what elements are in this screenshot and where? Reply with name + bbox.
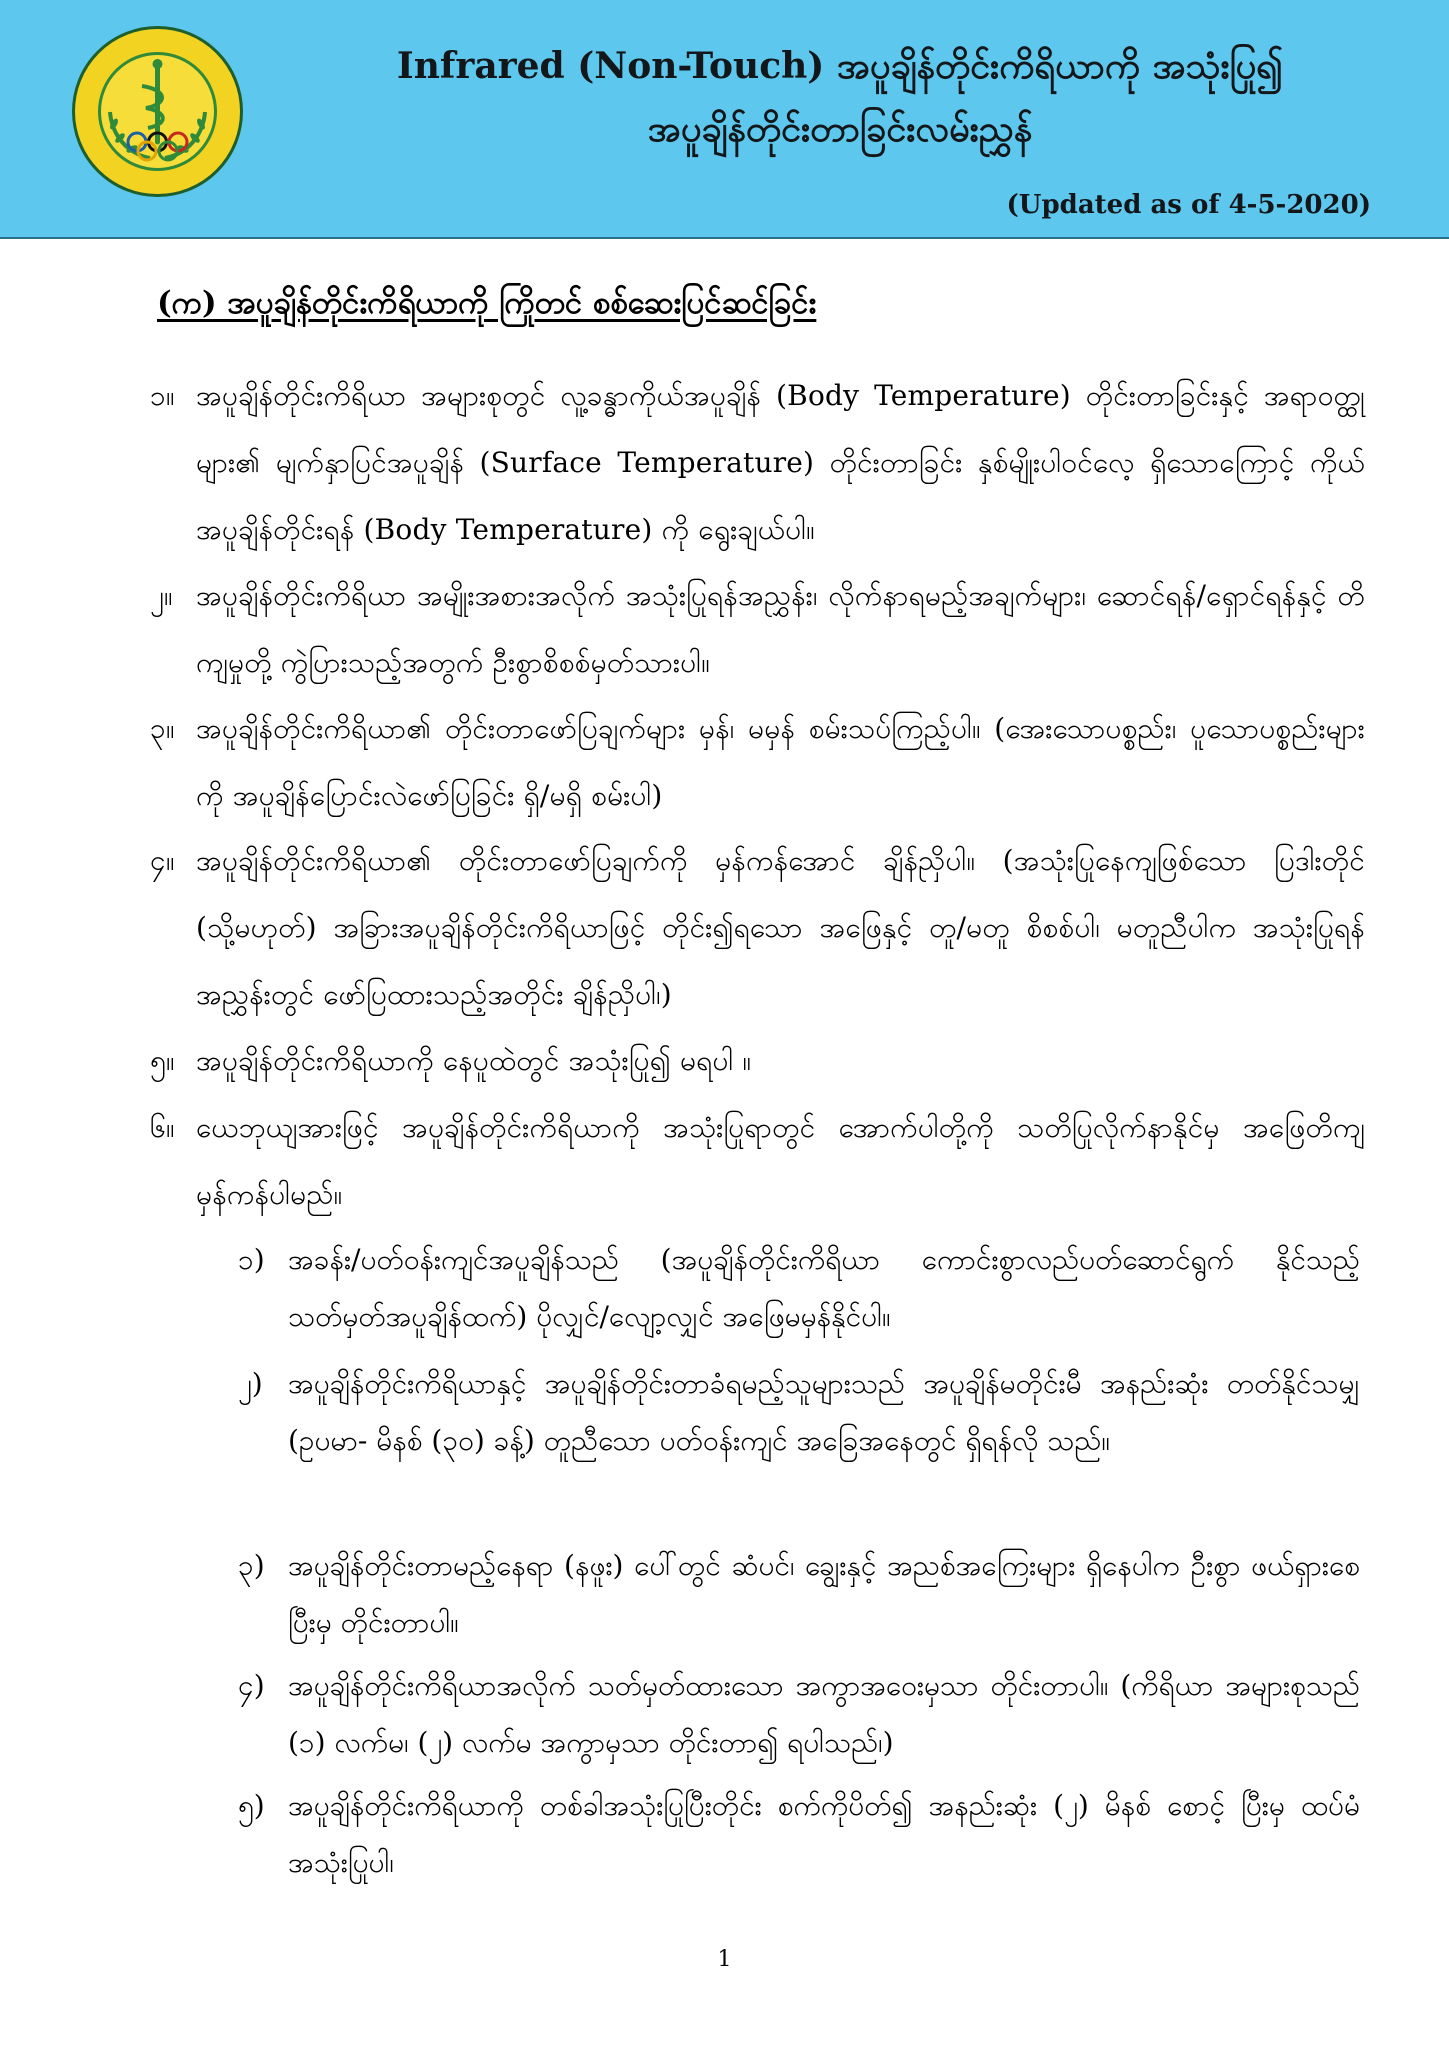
paragraph-text: အပူချိန်တိုင်းကိရိယာ၏ တိုင်းတာဖော်ပြချက်များ မှန်၊ မမှန် စမ်းသပ်ကြည့်ပါ။ (အေးသောပစ္စည်း၊ ပူသောပစ္စည်းများကို အပူချိန်ပြောင်းလဲဖော်ပြခြင်း ရှိ/မရှိ စမ်းပါ) <box>196 712 1365 812</box>
subitem-3 <box>238 1537 1360 1651</box>
ministry-seal-icon <box>70 24 245 199</box>
paragraph-4 <box>150 827 1365 1028</box>
paragraph-1 <box>150 362 1365 563</box>
subitem-text: အခန်း/ပတ်ဝန်းကျင်အပူချိန်သည် (အပူချိန်တိုင်းကိရိယာ ကောင်းစွာလည်ပတ်ဆောင်ရွက် နိုင်သည့် သတ်မှတ်အပူချိန်ထက်) ပိုလျှင်/လျော့လျှင် အဖြေမမှန်နိုင်ပါ။ <box>288 1243 1360 1333</box>
document-title-line-1: Infrared (Non-Touch) အပူချိန်တိုင်းကိရိယာကို အသုံးပြု၍ <box>396 45 1284 87</box>
subitem-number: ၂) <box>238 1367 263 1400</box>
subitem-number: ၅) <box>238 1789 265 1822</box>
ministry-logo <box>70 24 245 199</box>
page-number: 1 <box>717 1947 732 1972</box>
subitem-1 <box>238 1231 1360 1345</box>
subitem-number: ၃) <box>238 1549 265 1582</box>
paragraph-text: အပူချိန်တိုင်းကိရိယာ၏ တိုင်းတာဖော်ပြချက်ကို မှန်ကန်အောင် ချိန်ညှိပါ။ (အသုံးပြုနေကျဖြစ်သော ပြဒါးတိုင် (သို့မဟုတ်) အခြားအပူချိန်တိုင်းကိရိယာဖြင့် တိုင်း၍ရသော အဖြေနှင့် တူ/မတူ စိစစ်ပါ၊ မတူညီပါက အသုံးပြုရန် အညွှန်းတွင် ဖော်ပြထားသည့်အတိုင်း ချိန်ညှိပါ၊) <box>196 844 1365 1011</box>
document-header <box>0 0 1449 239</box>
subitem-number: ၄) <box>238 1669 265 1702</box>
paragraph-number: ၅။ <box>150 1044 175 1077</box>
paragraph-number: ၂။ <box>150 579 173 612</box>
document-body <box>0 237 1449 2048</box>
paragraph-text: အပူချိန်တိုင်းကိရိယာကို နေပူထဲတွင် အသုံးပြု၍ မရပါ ။ <box>196 1044 752 1077</box>
paragraph-text: အပူချိန်တိုင်းကိရိယာ အမျိုးအစားအလိုက် အသုံးပြုရန်အညွှန်း၊ လိုက်နာရမည့်အချက်များ၊ ဆောင်ရန်/ရှောင်ရန်နှင့် တိကျမှုတို့ ကွဲပြားသည့်အတွက် ဦးစွာစိစစ်မှတ်သားပါ။ <box>196 579 1365 679</box>
paragraph-5 <box>150 1027 1365 1094</box>
subitem-text: အပူချိန်တိုင်းကိရိယာအလိုက် သတ်မှတ်ထားသော အကွာအဝေးမှသာ တိုင်းတာပါ။ (ကိရိယာ အများစုသည် (၁) လက်မ၊ (၂) လက်မ အကွာမှသာ တိုင်းတာ၍ ရပါသည်၊) <box>288 1669 1360 1759</box>
paragraph-text: အပူချိန်တိုင်းကိရိယာ အများစုတွင် လူ့ခန္ဓာကိုယ်အပူချိန် (Body Temperature) တိုင်းတာခြင်းနှင့် အရာဝတ္ထုများ၏ မျက်နှာပြင်အပူချိန် (Surface Temperature) တိုင်းတာခြင်း နှစ်မျိုးပါဝင်လေ့ ရှိသောကြောင့် ကိုယ်အပူချိန်တိုင်းရန် (Body Temperature) ကို ရွေးချယ်ပါ။ <box>196 379 1365 546</box>
subitem-text: အပူချိန်တိုင်းကိရိယာကို တစ်ခါအသုံးပြုပြီးတိုင်း စက်ကိုပိတ်၍ အနည်းဆုံး (၂) မိနစ် စောင့် ပြီးမှ ထပ်မံအသုံးပြုပါ၊ <box>288 1789 1360 1879</box>
paragraph-number: ၄။ <box>150 844 175 877</box>
paragraph-number: ၆။ <box>150 1111 175 1144</box>
subitem-2 <box>238 1355 1360 1469</box>
subitem-text: အပူချိန်တိုင်းကိရိယာနှင့် အပူချိန်တိုင်းတာခံရမည့်သူများသည် အပူချိန်မတိုင်းမီ အနည်းဆုံး တတ်နိုင်သမျှ (ဥပမာ- မိနစ် (၃၀) ခန့်) တူညီသော ပတ်ဝန်းကျင် အခြေအနေတွင် ရှိရန်လို သည်။ <box>288 1367 1360 1457</box>
updated-date: (Updated as of 4-5-2020) <box>1006 190 1371 220</box>
paragraph-number: ၃။ <box>150 712 175 745</box>
subitem-5 <box>238 1777 1360 1891</box>
paragraph-number: ၁။ <box>150 379 175 412</box>
paragraph-text: ယေဘုယျအားဖြင့် အပူချိန်တိုင်းကိရိယာကို အသုံးပြုရာတွင် အောက်ပါတို့ကို သတိပြုလိုက်နာနိုင်မှ အဖြေတိကျ မှန်ကန်ပါမည်။ <box>196 1111 1365 1211</box>
subitem-4 <box>238 1657 1360 1771</box>
subitem-number: ၁) <box>238 1243 265 1276</box>
paragraph-2 <box>150 562 1365 696</box>
subitem-text: အပူချိန်တိုင်းတာမည့်နေရာ (နဖူး) ပေါ်တွင် ဆံပင်၊ ချွေးနှင့် အညစ်အကြေးများ ရှိနေပါက ဦးစွာ ဖယ်ရှားစေပြီးမှ တိုင်းတာပါ။ <box>288 1549 1360 1639</box>
paragraph-6 <box>150 1094 1365 1228</box>
section-heading: (က) အပူချိန်တိုင်းကိရိယာကို ကြိုတင် စစ်ဆေးပြင်ဆင်ခြင်း <box>157 285 817 321</box>
paragraph-3 <box>150 695 1365 829</box>
document-title-line-2: အပူချိန်တိုင်းတာခြင်းလမ်းညွှန် <box>647 108 1033 150</box>
